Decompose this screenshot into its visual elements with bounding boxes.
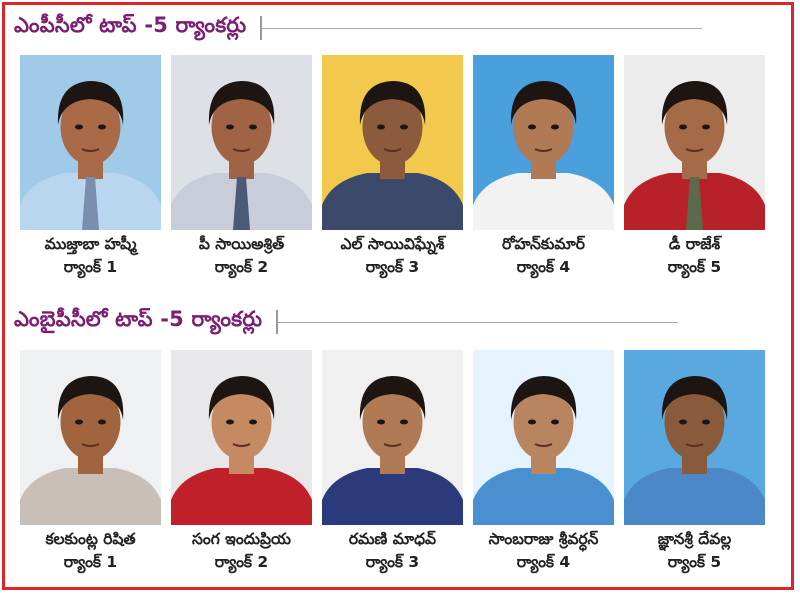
student-rank: ర్యాంక్ 2	[214, 258, 269, 276]
student-rank: ర్యాంక్ 1	[63, 258, 118, 276]
student-rank: ర్యాంక్ 2	[214, 553, 269, 571]
section-title-bipc: ఎంబైపీసీలో టాప్ -5 ర్యాంకర్లు	[14, 307, 263, 331]
student-name: ఎల్ సాయివిఘ్నేశ్	[340, 235, 445, 253]
student-rank: ర్యాంక్ 4	[516, 258, 571, 276]
ranker-card	[624, 55, 765, 279]
student-name: సాంబరాజు శ్రీవర్ధన్	[488, 530, 599, 548]
portrait-svg	[624, 350, 765, 525]
student-photo	[473, 55, 614, 230]
student-photo	[624, 55, 765, 230]
portrait-svg	[322, 350, 463, 525]
portrait-svg	[322, 55, 463, 230]
portrait-svg	[20, 55, 161, 230]
portrait-svg	[171, 350, 312, 525]
portrait-svg	[20, 350, 161, 525]
ranker-card	[473, 55, 614, 279]
bipc-rankers-row	[20, 350, 765, 574]
student-photo	[20, 350, 161, 525]
student-name: పీ సాయిఅశ్రిత్	[198, 235, 285, 253]
mpc-rankers-row	[20, 55, 765, 279]
ranker-card	[322, 55, 463, 279]
student-name: డీ రాజేశ్	[668, 235, 721, 253]
header-rule	[262, 28, 702, 29]
student-name: సంగ ఇందుప్రియ	[192, 530, 291, 548]
ranker-card	[20, 350, 161, 574]
student-name: జ్ఞానశ్రీ దేవల్ల	[657, 530, 732, 548]
portrait-svg	[171, 55, 312, 230]
student-rank: ర్యాంక్ 5	[667, 258, 722, 276]
student-name: కలకుంట్ల రిషిత	[45, 530, 136, 548]
student-name: ముజ్తాబా హష్మీ	[44, 235, 137, 253]
header-rule	[278, 322, 678, 323]
student-rank: ర్యాంక్ 5	[667, 553, 722, 571]
student-photo	[322, 350, 463, 525]
student-rank: ర్యాంక్ 3	[365, 553, 420, 571]
ranker-card	[171, 55, 312, 279]
student-photo	[20, 55, 161, 230]
section-header-mpc	[14, 13, 702, 43]
ranker-card	[171, 350, 312, 574]
student-photo	[171, 55, 312, 230]
section-title-mpc: ఎంపీసీలో టాప్ -5 ర్యాంకర్లు	[14, 13, 247, 37]
student-name: రోహన్‌కుమార్	[502, 235, 585, 253]
student-photo	[322, 55, 463, 230]
ranker-card	[473, 350, 614, 574]
ranker-card	[624, 350, 765, 574]
student-photo	[473, 350, 614, 525]
student-rank: ర్యాంక్ 4	[516, 553, 571, 571]
student-photo	[171, 350, 312, 525]
student-photo	[624, 350, 765, 525]
ranker-card	[20, 55, 161, 279]
student-name: రమణి మాధవ్	[348, 530, 437, 548]
student-rank: ర్యాంక్ 1	[63, 553, 118, 571]
portrait-svg	[473, 350, 614, 525]
student-rank: ర్యాంక్ 3	[365, 258, 420, 276]
portrait-svg	[473, 55, 614, 230]
section-header-bipc	[14, 307, 678, 337]
portrait-svg	[624, 55, 765, 230]
ranker-card	[322, 350, 463, 574]
